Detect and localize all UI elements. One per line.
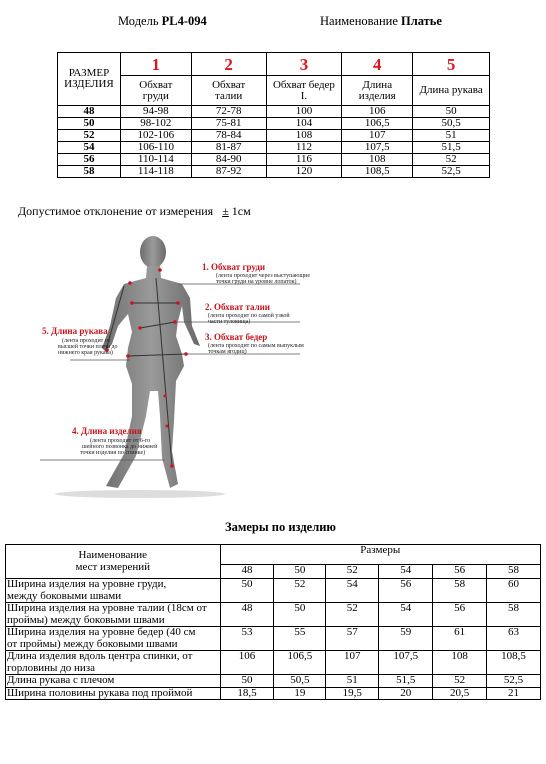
label-length-title: 4. Длина изделия xyxy=(72,426,142,436)
measure-value-cell: 63 xyxy=(487,627,541,651)
column-number: 5 xyxy=(413,53,490,76)
measure-value-cell: 59 xyxy=(379,627,433,651)
measure-value-cell: 56 xyxy=(433,603,487,627)
size-value-cell: 84-90 xyxy=(191,154,266,166)
size-column-header: 56 xyxy=(433,565,487,579)
measure-value-cell: 106,5 xyxy=(274,651,326,675)
size-cell: 54 xyxy=(58,142,121,154)
size-value-cell: 106 xyxy=(342,106,413,118)
measure-value-cell: 20,5 xyxy=(433,687,487,700)
column-header-chest xyxy=(120,76,191,106)
measure-value-cell: 108,5 xyxy=(487,651,541,675)
measures-table xyxy=(5,544,541,700)
measure-value-cell: 20 xyxy=(379,687,433,700)
size-value-cell: 50 xyxy=(413,106,490,118)
measure-row xyxy=(6,687,541,700)
column-number: 3 xyxy=(266,53,342,76)
size-header-cell xyxy=(58,53,121,106)
size-column-header: 58 xyxy=(487,565,541,579)
measure-value-cell: 57 xyxy=(326,627,379,651)
size-value-cell: 52,5 xyxy=(413,166,490,178)
size-cell: 52 xyxy=(58,130,121,142)
measure-row xyxy=(6,579,541,603)
model-line xyxy=(118,14,207,29)
measure-name-line: Длина рукава с плечом xyxy=(7,674,115,686)
size-row xyxy=(58,166,490,178)
size-value-cell: 81-87 xyxy=(191,142,266,154)
label-waist xyxy=(205,302,290,325)
size-value-cell: 50,5 xyxy=(413,118,490,130)
measure-value-cell: 21 xyxy=(487,687,541,700)
measure-value-cell: 19,5 xyxy=(326,687,379,700)
measure-value-cell: 106 xyxy=(220,651,274,675)
measure-name-line: Ширина изделия на уровне талии (18см от xyxy=(7,602,207,614)
size-cell: 58 xyxy=(58,166,121,178)
column-header-line: Длина рукава xyxy=(419,84,483,96)
size-value-cell: 94-98 xyxy=(120,106,191,118)
size-value-cell: 100 xyxy=(266,106,342,118)
size-value-cell: 87-92 xyxy=(191,166,266,178)
size-header-line1: РАЗМЕР xyxy=(68,67,110,79)
column-header-line: I. xyxy=(300,89,308,102)
measures-name-header xyxy=(6,545,221,579)
measure-name-cell xyxy=(6,651,221,675)
measure-row xyxy=(6,603,541,627)
size-row xyxy=(58,106,490,118)
name-line xyxy=(320,14,442,29)
measure-row xyxy=(6,627,541,651)
measure-value-cell: 50,5 xyxy=(274,675,326,688)
size-value-cell: 107 xyxy=(342,130,413,142)
column-header-line: Обхват бедер xyxy=(272,78,335,91)
model-label: Модель xyxy=(118,14,159,28)
label-hips-note: (лента проходит по самым выпуклым xyxy=(208,343,304,349)
measures-title: Замеры по изделию xyxy=(225,520,336,534)
label-hips-title: 3. Обхват бедер xyxy=(205,332,268,342)
size-value-cell: 108 xyxy=(342,154,413,166)
size-header-line2: ИЗДЕЛИЯ xyxy=(64,78,114,90)
tolerance-value: 1см xyxy=(231,204,251,218)
size-row xyxy=(58,142,490,154)
measure-value-cell: 58 xyxy=(487,603,541,627)
size-value-cell: 114-118 xyxy=(120,166,191,178)
measure-value-cell: 52 xyxy=(433,675,487,688)
measure-value-cell: 107,5 xyxy=(379,651,433,675)
label-sleeve-title: 5. Длина рукава xyxy=(42,326,108,336)
plus-minus-sign: ± xyxy=(222,204,229,218)
sizes-header: Размеры xyxy=(220,545,540,565)
size-value-cell: 78-84 xyxy=(191,130,266,142)
label-length-note: (лента проходит от 6-го xyxy=(90,438,151,444)
tolerance-note xyxy=(18,204,251,219)
size-value-cell: 110-114 xyxy=(120,154,191,166)
measure-value-cell: 51 xyxy=(326,675,379,688)
measures-name-header-line: Наименование xyxy=(78,549,148,561)
size-row xyxy=(58,130,490,142)
label-chest-note: (лента проходит через выступающие xyxy=(216,273,310,279)
measure-value-cell: 53 xyxy=(220,627,274,651)
measure-name-cell xyxy=(6,579,221,603)
name-value: Платье xyxy=(401,14,442,28)
size-column-header: 52 xyxy=(326,565,379,579)
size-value-cell: 72-78 xyxy=(191,106,266,118)
measure-row xyxy=(6,675,541,688)
measure-value-cell: 50 xyxy=(220,579,274,603)
size-cell: 56 xyxy=(58,154,121,166)
measure-value-cell: 107 xyxy=(326,651,379,675)
size-value-cell: 107,5 xyxy=(342,142,413,154)
label-hips xyxy=(205,332,304,355)
size-table xyxy=(57,52,490,178)
size-value-cell: 108 xyxy=(266,130,342,142)
name-label: Наименование xyxy=(320,14,398,28)
column-header-line: Длина xyxy=(362,78,393,91)
label-sleeve xyxy=(42,326,118,356)
label-hips-note: точкам ягодиц) xyxy=(208,349,247,355)
column-header-line: Обхват xyxy=(212,78,246,91)
measure-name-cell xyxy=(6,675,221,688)
measure-name-cell xyxy=(6,603,221,627)
size-cell: 50 xyxy=(58,118,121,130)
label-sleeve-note: нижнего края рукава) xyxy=(58,350,113,356)
column-number: 4 xyxy=(342,53,413,76)
model-value: PL4-094 xyxy=(161,14,207,28)
measure-value-cell: 108 xyxy=(433,651,487,675)
measure-value-cell: 50 xyxy=(274,603,326,627)
label-waist-note: части туловища) xyxy=(208,319,251,325)
measure-value-cell: 19 xyxy=(274,687,326,700)
measure-value-cell: 48 xyxy=(220,603,274,627)
tolerance-text: Допустимое отклонение от измерения xyxy=(18,204,214,218)
label-sleeve-note: (лента проходит от xyxy=(62,338,111,344)
measure-value-cell: 52,5 xyxy=(487,675,541,688)
column-header-line: изделия xyxy=(358,89,396,102)
measure-value-cell: 52 xyxy=(326,603,379,627)
measure-name-line: Длина изделия вдоль центра спинки, от xyxy=(7,650,193,662)
size-value-cell: 112 xyxy=(266,142,342,154)
size-column-header: 48 xyxy=(220,565,274,579)
size-column-header: 50 xyxy=(274,565,326,579)
size-value-cell: 120 xyxy=(266,166,342,178)
label-chest-note: точки груди на уровне лопаток) xyxy=(216,279,297,285)
size-value-cell: 98-102 xyxy=(120,118,191,130)
measure-name-cell xyxy=(6,687,221,700)
label-waist-note: (лента проходит по самой узкой xyxy=(208,313,290,319)
size-value-cell: 104 xyxy=(266,118,342,130)
measure-value-cell: 60 xyxy=(487,579,541,603)
measure-value-cell: 56 xyxy=(379,579,433,603)
size-row xyxy=(58,118,490,130)
measure-row xyxy=(6,651,541,675)
measure-value-cell: 61 xyxy=(433,627,487,651)
measure-name-line: горловины до низа xyxy=(7,661,96,674)
column-header-line: Обхват xyxy=(139,78,173,91)
measure-value-cell: 54 xyxy=(326,579,379,603)
column-header-sleeve xyxy=(413,76,490,106)
column-header-waist xyxy=(191,76,266,106)
measure-value-cell: 58 xyxy=(433,579,487,603)
size-value-cell: 106,5 xyxy=(342,118,413,130)
measure-value-cell: 50 xyxy=(220,675,274,688)
size-value-cell: 102-106 xyxy=(120,130,191,142)
measures-name-header-line: мест измерений xyxy=(75,560,151,573)
floor-shadow xyxy=(55,490,225,498)
size-value-cell: 116 xyxy=(266,154,342,166)
label-length-note: шейного позвонка до нижней xyxy=(82,444,158,450)
measure-name-line: Ширина половины рукава под проймой xyxy=(7,686,193,699)
measure-name-cell xyxy=(6,627,221,651)
size-column-header: 54 xyxy=(379,565,433,579)
label-length-note: точки изделия по спинке) xyxy=(80,450,146,456)
label-chest xyxy=(202,262,310,285)
measure-value-cell: 51,5 xyxy=(379,675,433,688)
size-row xyxy=(58,154,490,166)
measure-name-line: проймы) между боковыми швами xyxy=(7,613,165,626)
measure-value-cell: 52 xyxy=(274,579,326,603)
size-value-cell: 75-81 xyxy=(191,118,266,130)
measure-value-cell: 55 xyxy=(274,627,326,651)
measure-name-line: Ширина изделия на уровне груди, xyxy=(7,578,167,590)
size-value-cell: 51 xyxy=(413,130,490,142)
measure-name-line: от проймы) между боковыми швами xyxy=(7,637,178,650)
label-waist-title: 2. Обхват талии xyxy=(205,302,270,312)
size-value-cell: 51,5 xyxy=(413,142,490,154)
column-number: 2 xyxy=(191,53,266,76)
label-sleeve-note: высшей точки плеча до xyxy=(58,344,118,350)
label-length xyxy=(72,426,158,456)
size-value-cell: 52 xyxy=(413,154,490,166)
size-value-cell: 106-110 xyxy=(120,142,191,154)
measure-value-cell: 18,5 xyxy=(220,687,274,700)
measurement-figure xyxy=(0,226,546,506)
label-chest-title: 1. Обхват груди xyxy=(202,262,266,272)
column-header-line: груди xyxy=(142,89,169,102)
size-cell: 48 xyxy=(58,106,121,118)
column-number: 1 xyxy=(120,53,191,76)
size-value-cell: 108,5 xyxy=(342,166,413,178)
measure-value-cell: 54 xyxy=(379,603,433,627)
measure-name-line: Ширина изделия на уровне бедер (40 см xyxy=(7,626,196,638)
column-header-length xyxy=(342,76,413,106)
column-header-hips xyxy=(266,76,342,106)
column-header-line: талии xyxy=(215,89,243,102)
measure-name-line: между боковыми швами xyxy=(7,589,122,602)
